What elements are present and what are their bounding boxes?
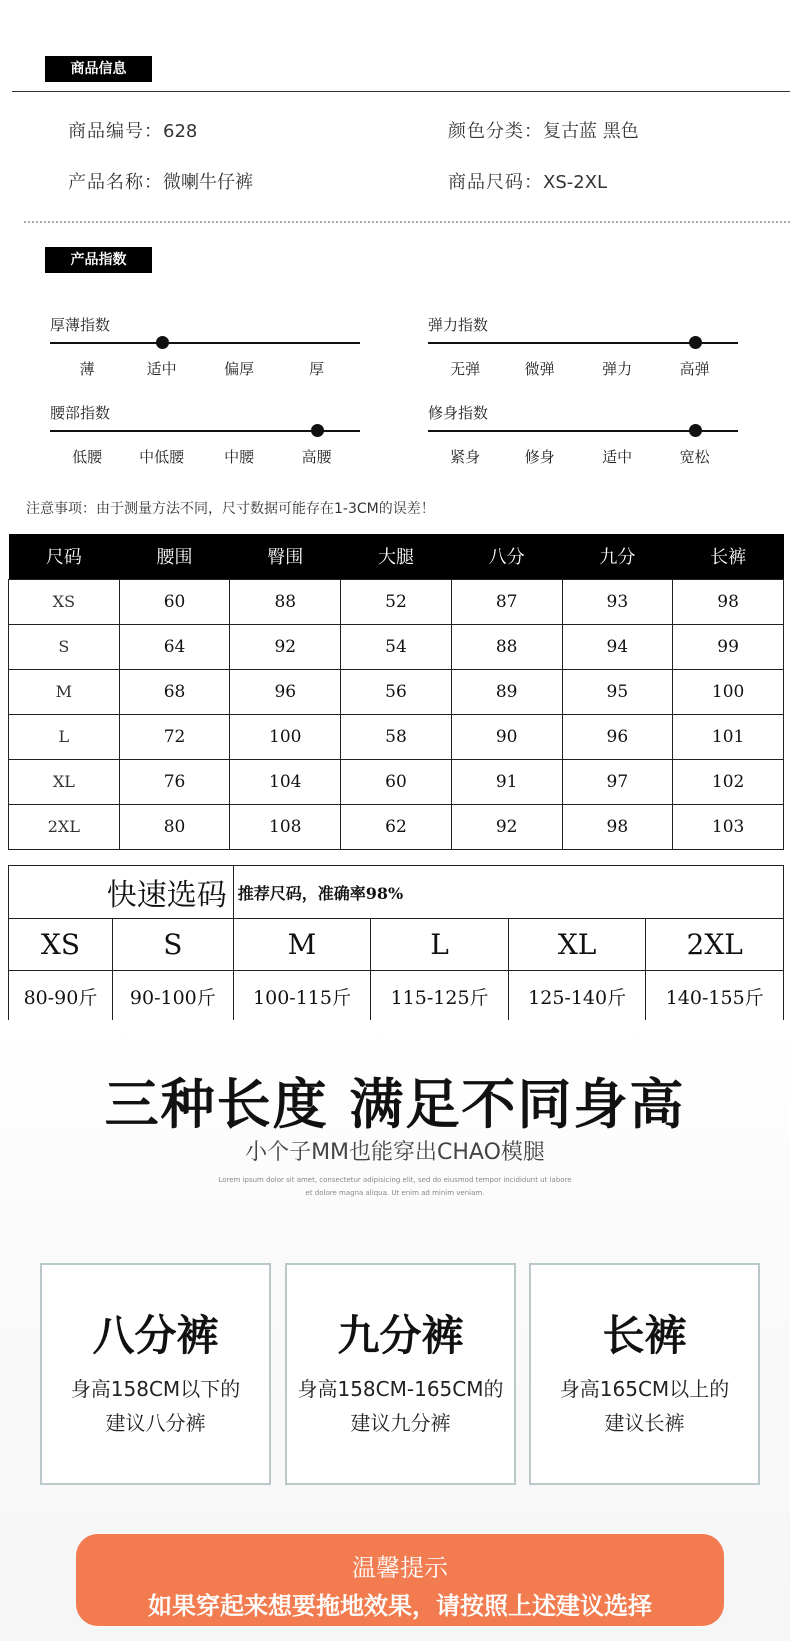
item-number-label: 商品编号： <box>68 121 163 142</box>
index-label: 无弹 <box>450 360 481 378</box>
table-cell: 94 <box>562 624 673 669</box>
table-cell: 95 <box>562 669 673 714</box>
table-cell: 87 <box>451 579 562 624</box>
quick-size-cell: M <box>233 919 371 971</box>
table-cell: 54 <box>341 624 452 669</box>
length-card-nine-tenths <box>285 1263 516 1485</box>
index-label: 偏厚 <box>224 360 255 378</box>
index-marker <box>689 424 702 437</box>
table-cell: 90 <box>451 714 562 759</box>
table-cell: 96 <box>562 714 673 759</box>
size-chart-table <box>8 534 784 850</box>
table-cell: 88 <box>451 624 562 669</box>
color-category-value: 复古蓝 黑色 <box>543 121 639 142</box>
lengths-subhead: 小个子MM也能穿出CHAO模腿 <box>245 1140 545 1165</box>
table-cell: 60 <box>119 579 230 624</box>
table-cell: 97 <box>562 759 673 804</box>
length-card-line: 建议长裤 <box>604 1411 685 1435</box>
length-card-line: 身高158CM以下的 <box>70 1377 241 1401</box>
index-title: 弹力指数 <box>428 316 489 334</box>
quick-select-title: 快速选码 <box>9 866 234 919</box>
index-title: 腰部指数 <box>50 404 111 422</box>
index-marker <box>156 336 169 349</box>
length-card-line: 身高165CM以上的 <box>559 1377 730 1401</box>
index-label: 弹力 <box>602 360 633 378</box>
table-cell: 98 <box>673 579 784 624</box>
length-card-title: 八分裤 <box>92 1311 219 1360</box>
column-header: 臀围 <box>230 534 341 579</box>
quick-size-cell: L <box>371 919 509 971</box>
quick-size-cell: XS <box>9 919 113 971</box>
length-card-title: 九分裤 <box>337 1311 464 1360</box>
table-cell: M <box>9 669 120 714</box>
table-cell: 62 <box>341 804 452 849</box>
length-card-title: 长裤 <box>602 1311 687 1360</box>
lengths-headline: 三种长度 满足不同身高 <box>104 1073 686 1136</box>
dotted-divider <box>24 221 790 223</box>
color-category-label: 颜色分类： <box>448 121 543 142</box>
quick-weight-cell: 90-100斤 <box>112 971 233 1022</box>
product-size-value: XS-2XL <box>543 172 608 193</box>
quick-weight-cell: 100-115斤 <box>233 971 371 1022</box>
table-cell: 100 <box>673 669 784 714</box>
table-cell: 2XL <box>9 804 120 849</box>
table-row <box>9 759 784 804</box>
table-cell: 52 <box>341 579 452 624</box>
product-size <box>448 168 607 194</box>
quick-weight-cell: 125-140斤 <box>508 971 646 1022</box>
quick-weight-cell: 115-125斤 <box>371 971 509 1022</box>
table-cell: 93 <box>562 579 673 624</box>
index-label: 紧身 <box>450 448 481 466</box>
divider <box>12 91 790 92</box>
length-card-line: 建议九分裤 <box>350 1411 451 1435</box>
length-card-line: 身高158CM-165CM的 <box>297 1377 504 1401</box>
table-cell: 108 <box>230 804 341 849</box>
index-label: 高弹 <box>679 360 710 378</box>
table-cell: L <box>9 714 120 759</box>
index-title: 修身指数 <box>428 404 489 422</box>
index-label: 微弹 <box>524 360 555 378</box>
table-cell: 102 <box>673 759 784 804</box>
measurement-notice: 注意事项：由于测量方法不同，尺寸数据可能存在1-3CM的误差！ <box>26 501 435 517</box>
quick-size-row <box>9 919 784 971</box>
placeholder-text: Lorem ipsum dolor sit amet, consectetur adipisicing elit, sed do eiusmod tempor incididunt ut labore <box>218 1176 572 1184</box>
index-label: 中低腰 <box>139 448 185 466</box>
table-cell: 56 <box>341 669 452 714</box>
table-cell: 89 <box>451 669 562 714</box>
index-title: 厚薄指数 <box>50 316 111 334</box>
quick-select-subtitle: 推荐尺码，准确率98% <box>233 866 783 919</box>
table-cell: 58 <box>341 714 452 759</box>
quick-weight-row <box>9 971 784 1022</box>
table-cell: S <box>9 624 120 669</box>
table-cell: 100 <box>230 714 341 759</box>
table-cell: 92 <box>230 624 341 669</box>
length-card-desc <box>287 1372 514 1440</box>
index-marker <box>689 336 702 349</box>
thickness-index <box>50 314 360 394</box>
item-number <box>68 117 197 143</box>
warm-tip-text: 如果穿起来想要拖地效果，请按照上述建议选择 <box>148 1592 652 1620</box>
table-row <box>9 804 784 849</box>
length-card-desc <box>531 1372 758 1440</box>
section-tag-product-index: 产品指数 <box>45 247 152 273</box>
index-label: 低腰 <box>72 448 103 466</box>
quick-weight-cell: 80-90斤 <box>9 971 113 1022</box>
fit-index <box>428 402 738 482</box>
quick-title-row <box>9 866 784 919</box>
table-row <box>9 579 784 624</box>
length-card-desc <box>42 1372 269 1440</box>
product-name-value: 微喇牛仔裤 <box>163 172 253 193</box>
index-label: 高腰 <box>301 448 332 466</box>
length-card-line: 建议八分裤 <box>105 1411 206 1435</box>
table-cell: 104 <box>230 759 341 804</box>
quick-size-cell: XL <box>508 919 646 971</box>
quick-size-cell: 2XL <box>646 919 784 971</box>
table-cell: 72 <box>119 714 230 759</box>
product-size-label: 商品尺码： <box>448 172 543 193</box>
table-cell: 76 <box>119 759 230 804</box>
length-card-cropped <box>40 1263 271 1485</box>
index-label: 修身 <box>524 448 555 466</box>
table-cell: 96 <box>230 669 341 714</box>
elasticity-index <box>428 314 738 394</box>
warm-tip-banner <box>76 1534 724 1626</box>
item-number-value: 628 <box>163 121 198 142</box>
product-name <box>68 168 253 194</box>
index-label: 中腰 <box>224 448 255 466</box>
index-label: 薄 <box>79 360 95 378</box>
placeholder-text: et dolore magna aliqua. Ut enim ad minim veniam. <box>305 1189 485 1197</box>
quick-size-table <box>8 865 784 1022</box>
section-tag-product-info: 商品信息 <box>45 56 152 82</box>
length-card-full <box>529 1263 760 1485</box>
table-row <box>9 714 784 759</box>
table-row <box>9 624 784 669</box>
index-scale-line <box>50 342 360 344</box>
table-cell: 88 <box>230 579 341 624</box>
quick-weight-cell: 140-155斤 <box>646 971 784 1022</box>
warm-tip-title: 温馨提示 <box>352 1554 448 1582</box>
column-header: 腰围 <box>119 534 230 579</box>
column-header: 八分 <box>451 534 562 579</box>
table-cell: 80 <box>119 804 230 849</box>
table-header-row <box>9 534 784 579</box>
index-label: 适中 <box>602 448 633 466</box>
table-cell: 60 <box>341 759 452 804</box>
color-category <box>448 117 639 143</box>
column-header: 长裤 <box>673 534 784 579</box>
index-label: 宽松 <box>679 448 710 466</box>
table-cell: 99 <box>673 624 784 669</box>
table-cell: 91 <box>451 759 562 804</box>
table-cell: XS <box>9 579 120 624</box>
table-cell: 64 <box>119 624 230 669</box>
waist-index <box>50 402 360 482</box>
table-cell: 98 <box>562 804 673 849</box>
column-header: 尺码 <box>9 534 120 579</box>
table-cell: 92 <box>451 804 562 849</box>
product-name-label: 产品名称： <box>68 172 163 193</box>
quick-size-cell: S <box>112 919 233 971</box>
table-cell: 68 <box>119 669 230 714</box>
column-header: 大腿 <box>341 534 452 579</box>
table-cell: 103 <box>673 804 784 849</box>
table-cell: XL <box>9 759 120 804</box>
column-header: 九分 <box>562 534 673 579</box>
index-label: 适中 <box>146 360 177 378</box>
table-cell: 101 <box>673 714 784 759</box>
index-marker <box>311 424 324 437</box>
index-label: 厚 <box>309 360 325 378</box>
table-row <box>9 669 784 714</box>
